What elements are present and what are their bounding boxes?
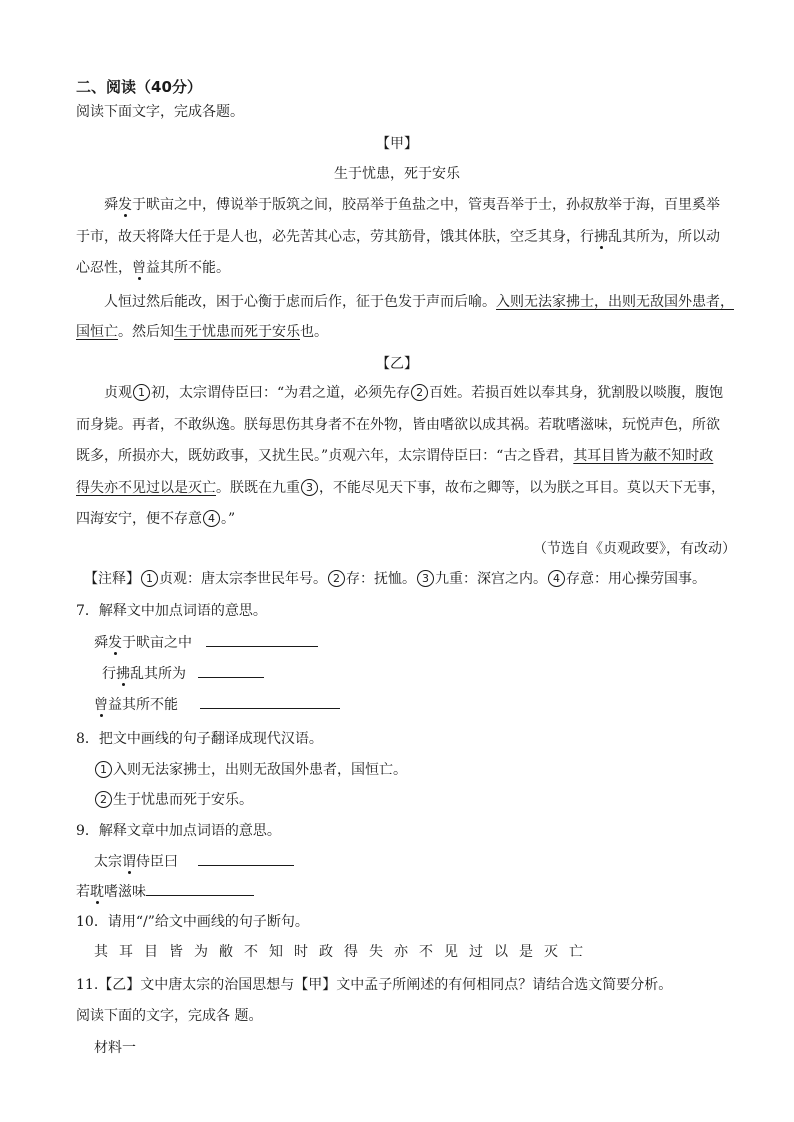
underlined-sentence: 国恒亡	[76, 324, 118, 340]
text-segment: 入则无法家拂士，出则无敌国外患者，国恒亡。	[113, 762, 407, 778]
question-9-stem: 9．解释文章中加点词语的意思。	[76, 823, 281, 839]
answer-blank[interactable]	[146, 880, 254, 896]
underlined-sentence: 生于忧患而死于安乐	[174, 324, 300, 340]
text-segment: 若	[76, 884, 90, 900]
text-segment: 百姓。若损百姓以奉其身，犹割股以啖腹，腹饱	[429, 385, 724, 401]
answer-blank[interactable]	[206, 631, 318, 647]
note-marker: 3	[301, 479, 318, 496]
text-segment: 嗜滋味	[104, 884, 146, 900]
dotted-char: 发	[108, 635, 122, 651]
answer-blank[interactable]	[200, 693, 340, 709]
text-segment: 生于忧患而死于安乐。	[113, 792, 253, 808]
jia-p1-line2	[76, 227, 720, 247]
text-segment: 侍臣曰	[136, 854, 178, 870]
text-segment: 乱其所为，所以动	[608, 229, 720, 245]
passage-yi-label: 【乙】	[376, 356, 418, 372]
text-segment: 益其所不能。	[146, 260, 230, 276]
note-marker: 4	[548, 570, 565, 587]
answer-blank[interactable]	[198, 850, 294, 866]
underlined-sentence: 入则无法家拂士，出则无敌国外患者，	[496, 294, 734, 310]
text-segment: 舜	[104, 197, 118, 213]
text-segment: 既多，所损亦大，既妨政事，又扰生民。”贞观六年，太宗谓侍臣曰：“古之昏君，	[76, 448, 574, 464]
text-segment: 于市，故天将降大任于是人也，必先苦其心志，劳其筋骨，饿其体肤，空乏其身，行	[76, 229, 594, 245]
text-segment: 益其所不能	[108, 697, 178, 713]
text-segment: 贞观	[104, 385, 132, 401]
note-marker: 1	[141, 570, 158, 587]
note-marker: 3	[417, 570, 434, 587]
text-segment: 心忍性，	[76, 260, 132, 276]
text-segment: 。”	[221, 511, 236, 527]
item-number: 1	[95, 761, 112, 778]
material-label: 材料一	[94, 1040, 136, 1056]
text-segment: 于畎亩之中，傅说举于版筑之间，胶鬲举于鱼盐之中，管夷吾举于士，孙叔敖举于海，百里奚举	[132, 197, 720, 213]
question-9-item-2	[76, 880, 254, 902]
note-marker: 2	[411, 384, 428, 401]
text-segment: 乱其所为	[130, 666, 186, 682]
dotted-char: 拂	[116, 666, 130, 682]
text-segment: ，不能尽见天下事，故布之卿等，以为朕之耳目。莫以天下无事，	[319, 480, 725, 496]
question-11-stem: 11.【乙】文中唐太宗的治国思想与【甲】文中孟子所阐述的有何相同点？请结合选文简要分析。	[76, 977, 673, 993]
answer-blank[interactable]	[198, 662, 264, 678]
yi-line3	[76, 446, 713, 466]
text-segment: 舜	[94, 635, 108, 651]
reading-instruction: 阅读下面文字，完成各题。	[76, 104, 244, 120]
text-segment: 于畎亩之中	[122, 635, 192, 651]
annotation-item: 存意：用心操劳国事。	[566, 571, 706, 587]
underlined-sentence: 得失亦不见过以是灭亡	[76, 480, 216, 496]
question-10-stem: 10．请用“/”给文中画线的句子断句。	[76, 914, 309, 930]
text-segment: 。朕既在九重	[216, 480, 300, 496]
question-7-stem: 7．解释文中加点词语的意思。	[76, 603, 267, 619]
question-7-item-3	[94, 693, 340, 715]
text-segment: 太宗	[94, 854, 122, 870]
dotted-char: 曾	[94, 697, 108, 713]
annotations	[84, 569, 706, 589]
question-8-stem: 8．把文中画线的句子翻译成现代汉语。	[76, 731, 323, 747]
note-marker: 4	[203, 510, 220, 527]
yi-line2: 而身毙。再者，不敢纵逸。朕每思伤其身者不在外物，皆由嗜欲以成其祸。若耽嗜滋味，玩悦声色，所欲	[76, 417, 720, 433]
jia-p1-line1	[104, 195, 720, 215]
section-title: 二、阅读（40分）	[76, 78, 202, 96]
passage-jia-label: 【甲】	[376, 136, 418, 152]
jia-p2-line2	[76, 322, 328, 342]
note-marker: 2	[328, 570, 345, 587]
passage-jia-title: 生于忧患，死于安乐	[334, 166, 460, 182]
text-segment: 行	[102, 666, 116, 682]
dotted-char: 曾	[132, 260, 146, 276]
text-segment: 也。	[300, 324, 328, 340]
next-reading-instruction: 阅读下面的文字，完成各 题。	[76, 1008, 263, 1024]
yi-line1	[104, 383, 723, 403]
jia-p1-line3	[76, 258, 230, 278]
question-8-item-1	[94, 760, 407, 780]
question-8-item-2	[94, 790, 253, 810]
question-10-sentence: 其耳目皆为敝不知时政得失亦不见过以是灭亡	[94, 944, 594, 960]
annotation-lead: 【注释】	[84, 571, 140, 587]
question-9-item-1	[94, 850, 294, 872]
yi-line5	[76, 509, 235, 529]
jia-p2-line1	[104, 292, 734, 312]
annotation-item: 九重：深宫之内。	[435, 571, 547, 587]
annotation-item: 贞观：唐太宗李世民年号。	[159, 571, 327, 587]
dotted-char: 拂	[594, 229, 608, 245]
dotted-char: 谓	[122, 854, 136, 870]
underlined-sentence: 其耳目皆为蔽不知时政	[573, 448, 714, 464]
text-segment: 四海安宁，便不存意	[76, 511, 202, 527]
text-segment: 初，太宗谓侍臣曰：“为君之道，必须先存	[151, 385, 411, 401]
question-7-item-2	[102, 662, 264, 684]
text-segment: 人恒过然后能改，困于心衡于虑而后作，征于色发于声而后喻。	[104, 294, 496, 310]
dotted-char: 耽	[90, 884, 104, 900]
passage-source: （节选自《贞观政要》，有改动）	[533, 541, 736, 557]
note-marker: 1	[133, 384, 150, 401]
dotted-char: 发	[118, 197, 132, 213]
item-number: 2	[95, 791, 112, 808]
question-7-item-1	[94, 631, 318, 653]
text-segment: 。然后知	[118, 324, 174, 340]
annotation-item: 存：抚恤。	[346, 571, 416, 587]
yi-line4	[76, 478, 725, 498]
